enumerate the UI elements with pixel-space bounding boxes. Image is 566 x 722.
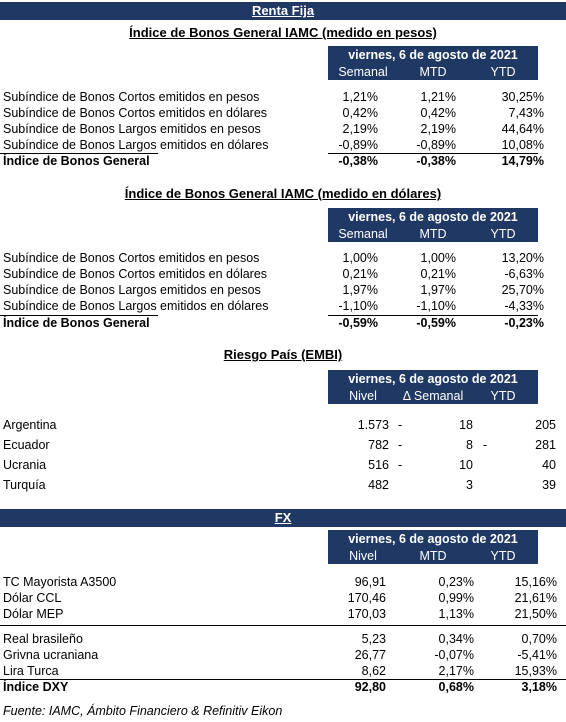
row-value: 516: [368, 458, 389, 472]
col-header: Semanal: [338, 227, 388, 241]
row-value: 1,13%: [438, 607, 474, 621]
row-value: 18: [459, 418, 473, 432]
row-value: 96,91: [354, 575, 386, 589]
row-value: 5,23: [361, 632, 386, 646]
date-header-bonos-pesos: viernes, 6 de agosto de 2021: [328, 46, 538, 64]
row-value: -0,38%: [416, 154, 456, 168]
row-value: 92,80: [354, 680, 386, 694]
date-header-embi: viernes, 6 de agosto de 2021: [328, 370, 538, 388]
column-headers-bonos-pesos: [328, 64, 538, 80]
row-value: 40: [542, 458, 556, 472]
row-value: 30,25%: [501, 90, 544, 104]
table-row: [0, 250, 566, 266]
col-header: YTD: [490, 227, 516, 241]
renta-fija-title: Renta Fija: [251, 3, 315, 18]
col-header: Nivel: [349, 549, 377, 563]
col-header: MTD: [419, 549, 447, 563]
col-header: MTD: [419, 65, 447, 79]
row-value: 0,23%: [438, 575, 474, 589]
row-value: 1,00%: [420, 251, 456, 265]
table-row: [0, 298, 566, 314]
row-value: 3: [466, 478, 473, 492]
col-header: YTD: [490, 389, 516, 403]
row-value: 2,19%: [420, 122, 456, 136]
row-label: Subíndice de Bonos Largos emitidos en pesos: [3, 283, 261, 297]
row-value: 2,19%: [342, 122, 378, 136]
row-value: 13,20%: [501, 251, 544, 265]
row-label: Ecuador: [3, 438, 50, 452]
table-row: [0, 437, 566, 453]
table-row: [0, 663, 566, 679]
dash-mark: -: [398, 418, 403, 432]
dash-mark: -: [398, 438, 403, 452]
dash-mark: -: [398, 458, 403, 472]
source-footnote: Fuente: IAMC, Ámbito Financiero & Refinitiv Eikon: [3, 704, 283, 718]
row-label: Subíndice de Bonos Cortos emitidos en dólares: [3, 267, 268, 281]
group-divider: [0, 625, 566, 626]
row-label: Subíndice de Bonos Largos emitidos en dólares: [3, 138, 269, 152]
row-value: 15,16%: [514, 575, 557, 589]
row-value: 3,18%: [521, 680, 557, 694]
col-header: Semanal: [338, 65, 388, 79]
table-row: [0, 266, 566, 282]
row-value: 39: [542, 478, 556, 492]
row-value: -0,89%: [416, 138, 456, 152]
row-value: 205: [535, 418, 556, 432]
total-row: [0, 315, 566, 331]
row-value: 0,21%: [342, 267, 378, 281]
row-value: 7,43%: [508, 106, 544, 120]
row-label: Argentina: [3, 418, 57, 432]
table-row: [0, 457, 566, 473]
row-value: 0,21%: [420, 267, 456, 281]
date-header-fx: viernes, 6 de agosto de 2021: [328, 530, 538, 548]
table-row: [0, 590, 566, 606]
row-value: 8,62: [361, 664, 386, 678]
row-label: TC Mayorista A3500: [3, 575, 117, 589]
row-label: Índice DXY: [3, 680, 69, 694]
column-headers-bonos-dolares: [328, 226, 538, 242]
row-value: 0,70%: [521, 632, 557, 646]
col-header: MTD: [419, 227, 447, 241]
table-row: [0, 477, 566, 493]
row-value: 1,00%: [342, 251, 378, 265]
table-row: [0, 574, 566, 590]
row-value: 8: [466, 438, 473, 452]
row-value: 15,93%: [514, 664, 557, 678]
row-value: -0,89%: [338, 138, 378, 152]
row-value: 1,97%: [420, 283, 456, 297]
row-value: -5,41%: [517, 648, 557, 662]
row-value: 170,03: [347, 607, 386, 621]
row-label: Dólar MEP: [3, 607, 64, 621]
row-label: Lira Turca: [3, 664, 59, 678]
section-title-bonos-pesos: Índice de Bonos General IAMC (medido en pesos): [129, 25, 437, 40]
row-value: -6,63%: [504, 267, 544, 281]
row-label: Subíndice de Bonos Largos emitidos en pesos: [3, 122, 261, 136]
row-label: Índice de Bonos General: [3, 154, 150, 168]
total-row: [0, 679, 566, 695]
row-label: Subíndice de Bonos Cortos emitidos en pesos: [3, 90, 260, 104]
row-value: 1.573: [357, 418, 389, 432]
row-value: -0,23%: [504, 316, 544, 330]
table-row: [0, 137, 566, 153]
row-value: 21,61%: [514, 591, 557, 605]
renta-fija-banner: [0, 2, 566, 20]
col-header: Nivel: [349, 389, 377, 403]
row-value: -1,10%: [416, 299, 456, 313]
table-row: [0, 282, 566, 298]
row-label: Ucrania: [3, 458, 47, 472]
row-value: 26,77: [354, 648, 386, 662]
row-value: 0,34%: [438, 632, 474, 646]
row-value: 0,42%: [342, 106, 378, 120]
column-headers-embi: [328, 388, 538, 404]
row-label: Turquía: [3, 478, 46, 492]
col-header: YTD: [490, 549, 516, 563]
row-label: Dólar CCL: [3, 591, 62, 605]
row-value: 1,21%: [420, 90, 456, 104]
section-title-embi: Riesgo País (EMBI): [223, 347, 343, 362]
row-value: 0,99%: [438, 591, 474, 605]
row-label: Subíndice de Bonos Cortos emitidos en pesos: [3, 251, 260, 265]
row-value: -4,33%: [504, 299, 544, 313]
date-header-bonos-dolares: viernes, 6 de agosto de 2021: [328, 208, 538, 226]
section-title-bonos-dolares: Índice de Bonos General IAMC (medido en dólares): [124, 186, 442, 201]
row-value: 281: [535, 438, 556, 452]
total-row: [0, 153, 566, 169]
row-value: -0,38%: [338, 154, 378, 168]
row-value: 21,50%: [514, 607, 557, 621]
row-value: 14,79%: [501, 154, 544, 168]
row-label: Subíndice de Bonos Largos emitidos en dólares: [3, 299, 269, 313]
row-value: 10: [459, 458, 473, 472]
row-value: 25,70%: [501, 283, 544, 297]
row-label: Índice de Bonos General: [3, 316, 150, 330]
row-value: 170,46: [347, 591, 386, 605]
row-value: 2,17%: [438, 664, 474, 678]
table-row: [0, 89, 566, 105]
row-value: 782: [368, 438, 389, 452]
row-value: -1,10%: [338, 299, 378, 313]
row-value: 1,97%: [342, 283, 378, 297]
row-value: 482: [368, 478, 389, 492]
row-label: Real brasileño: [3, 632, 83, 646]
table-row: [0, 121, 566, 137]
row-value: 0,42%: [420, 106, 456, 120]
table-row: [0, 105, 566, 121]
row-value: -0,59%: [416, 316, 456, 330]
table-row: [0, 417, 566, 433]
dash-mark: -: [483, 438, 488, 452]
row-value: -0,59%: [338, 316, 378, 330]
fx-banner: [0, 509, 566, 527]
column-headers-fx: [328, 548, 538, 564]
row-value: -0,07%: [434, 648, 474, 662]
row-value: 1,21%: [342, 90, 378, 104]
row-value: 10,08%: [501, 138, 544, 152]
row-label: Grivna ucraniana: [3, 648, 99, 662]
fx-title: FX: [274, 510, 292, 525]
row-label: Subíndice de Bonos Cortos emitidos en dólares: [3, 106, 268, 120]
col-header: Δ Semanal: [402, 389, 464, 403]
col-header: YTD: [490, 65, 516, 79]
table-row: [0, 606, 566, 622]
row-value: 0,68%: [438, 680, 474, 694]
table-row: [0, 631, 566, 647]
table-row: [0, 647, 566, 663]
row-value: 44,64%: [501, 122, 544, 136]
